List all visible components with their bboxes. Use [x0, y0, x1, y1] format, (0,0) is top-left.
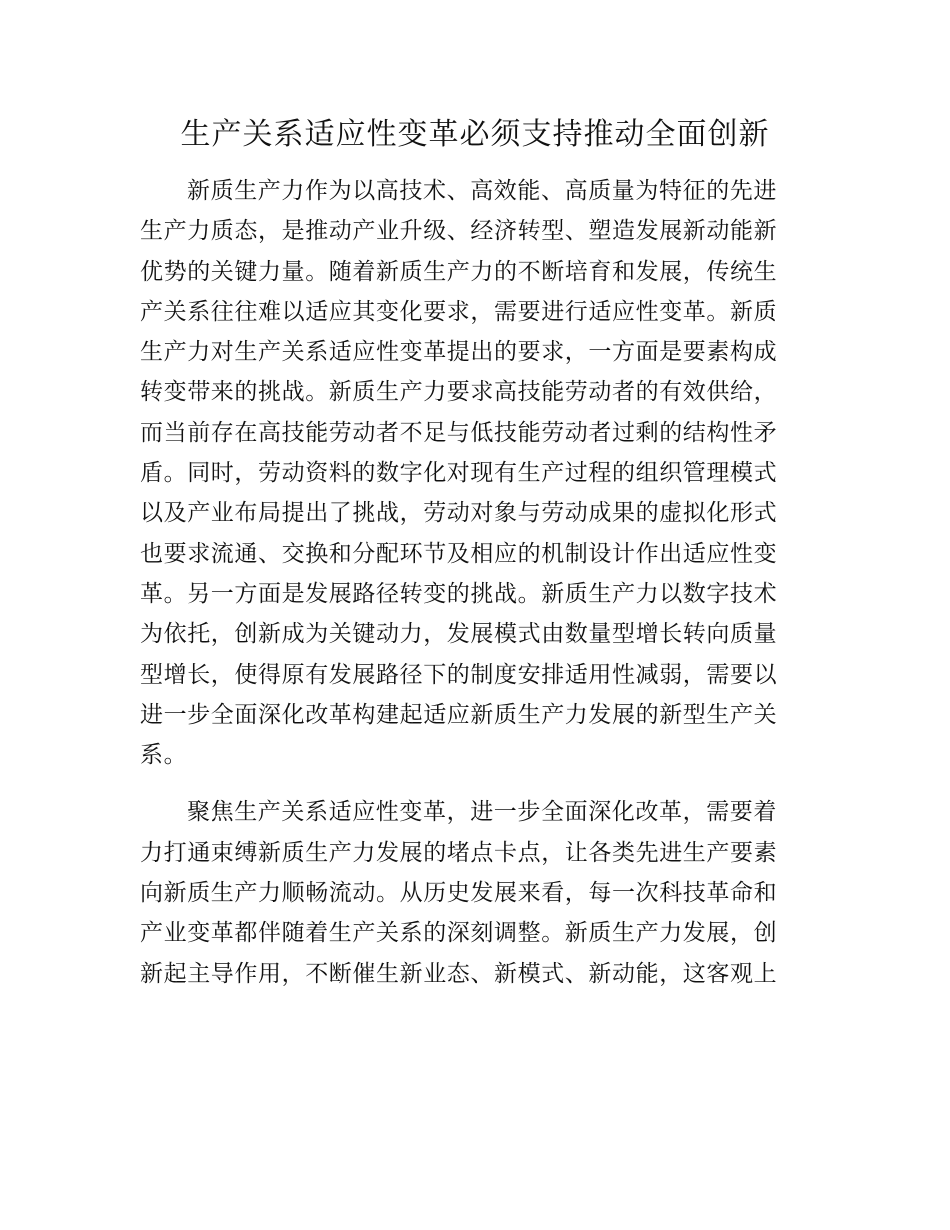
- paragraph-line: 而当前存在高技能劳动者不足与低技能劳动者过剩的结构性矛: [140, 419, 778, 446]
- paragraph-line: 转变带来的挑战。新质生产力要求高技能劳动者的有效供给，: [140, 379, 778, 406]
- paragraph-line: 新起主导作用，不断催生新业态、新模式、新动能，这客观上: [140, 960, 778, 987]
- paragraph-1: [140, 171, 820, 775]
- paragraph-line: 盾。同时，劳动资料的数字化对现有生产过程的组织管理模式: [140, 460, 778, 487]
- paragraph-line: 力打通束缚新质生产力发展的堵点卡点，让各类先进生产要素: [140, 839, 778, 866]
- paragraph-line: 型增长，使得原有发展路径下的制度安排适用性减弱，需要以: [140, 661, 778, 688]
- paragraph-line: 革。另一方面是发展路径转变的挑战。新质生产力以数字技术: [140, 580, 778, 607]
- paragraph-line: 进一步全面深化改革构建起适应新质生产力发展的新型生产关: [140, 701, 778, 728]
- paragraph-line: 产业变革都伴随着生产关系的深刻调整。新质生产力发展，创: [140, 920, 778, 947]
- document-body: [140, 171, 820, 994]
- paragraph-line: 生产力质态，是推动产业升级、经济转型、塑造发展新动能新: [140, 218, 778, 245]
- paragraph-line: 向新质生产力顺畅流动。从历史发展来看，每一次科技革命和: [140, 880, 778, 907]
- paragraph-2: [140, 792, 820, 993]
- paragraph-line: 为依托，创新成为关键动力，发展模式由数量型增长转向质量: [140, 621, 778, 648]
- paragraph-line: 优势的关键力量。随着新质生产力的不断培育和发展，传统生: [140, 258, 778, 285]
- paragraph-line: 也要求流通、交换和分配环节及相应的机制设计作出适应性变: [140, 540, 778, 567]
- paragraph-line: 新质生产力作为以高技术、高效能、高质量为特征的先进: [187, 178, 777, 204]
- paragraph-line: 聚焦生产关系适应性变革，进一步全面深化改革，需要着: [187, 799, 777, 826]
- paragraph-line: 以及产业布局提出了挑战，劳动对象与劳动成果的虚拟化形式: [140, 500, 778, 527]
- paragraph-line: 系。: [140, 742, 188, 769]
- document-title: 生产关系适应性变革必须支持推动全面创新: [180, 117, 770, 152]
- paragraph-line: 产关系往往难以适应其变化要求，需要进行适应性变革。新质: [140, 298, 778, 325]
- paragraph-line: 生产力对生产关系适应性变革提出的要求，一方面是要素构成: [140, 339, 778, 366]
